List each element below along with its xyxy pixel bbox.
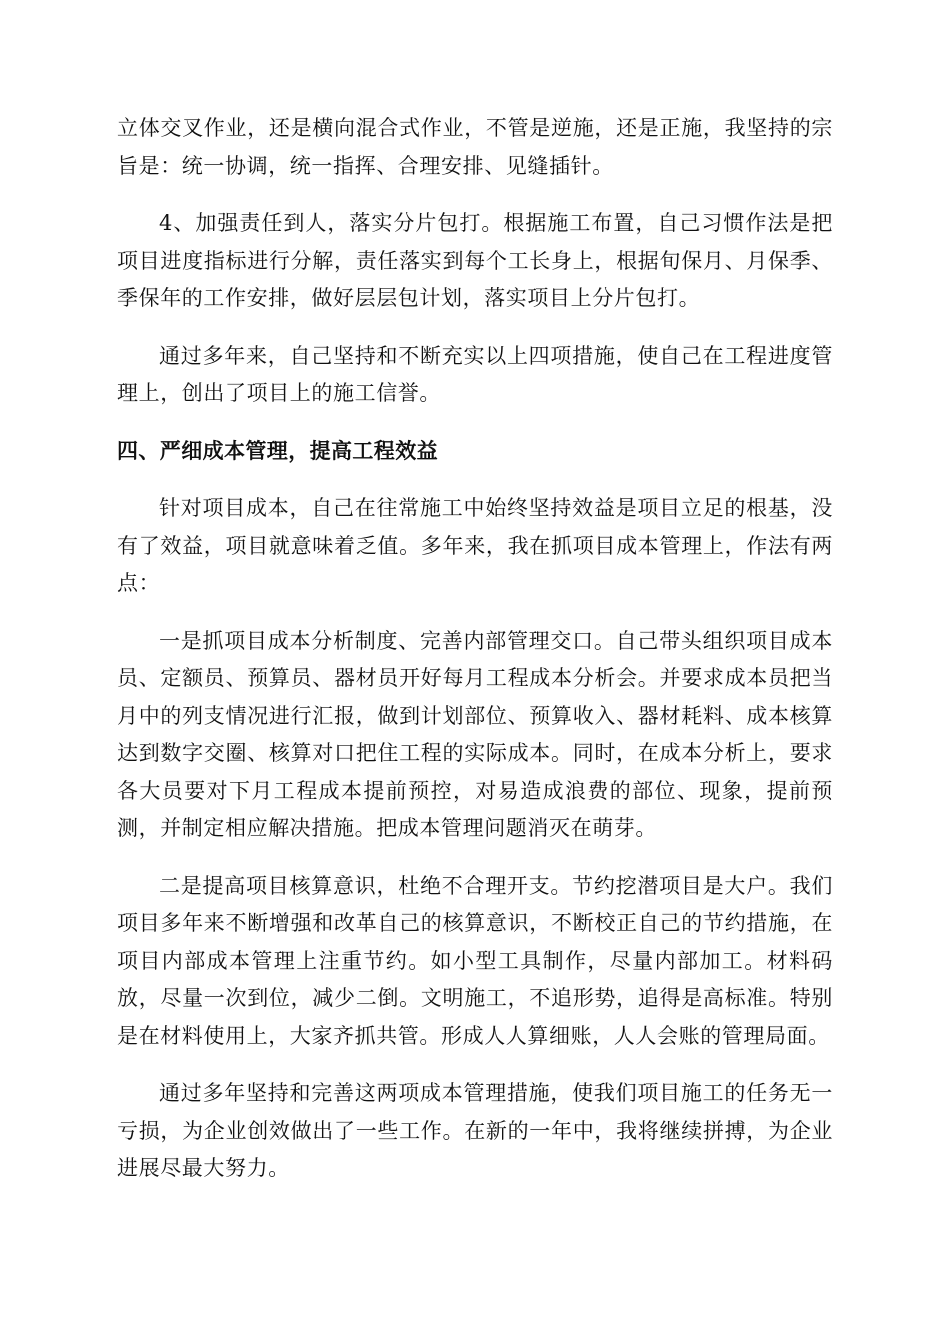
paragraph-cost-intro: 针对项目成本，自己在往常施工中始终坚持效益是项目立足的根基，没有了效益，项目就意味着乏值。多年来，我在抓项目成本管理上，作法有两点： bbox=[117, 496, 833, 595]
paragraph-conclusion: 通过多年坚持和完善这两项成本管理措施，使我们项目施工的任务无一亏损，为企业创效做出了一些工作。在新的一年中，我将继续拼搏，为企业进展尽最大努力。 bbox=[117, 1081, 833, 1180]
paragraph-schedule-summary: 通过多年来，自己坚持和不断充实以上四项措施，使自己在工程进度管理上，创出了项目上的施工信誉。 bbox=[117, 343, 833, 405]
section-heading-cost-management: 四、严细成本管理，提高工程效益 bbox=[117, 438, 438, 463]
paragraph-cost-point-two: 二是提高项目核算意识，杜绝不合理开支。节约挖潜项目是大户。我们项目多年来不断增强和改革自己的核算意识，不断校正自己的节约措施，在项目内部成本管理上注重节约。如小型工具制作，尽量内部加工。材料码放，尽量一次到位，减少二倒。文明施工，不追形势，追得是高标准。特别是在材料使用上，大家齐抓共管。形成人人算细账，人人会账的管理局面。 bbox=[117, 873, 833, 1048]
document-body bbox=[117, 110, 833, 1208]
paragraph-cost-point-one: 一是抓项目成本分析制度、完善内部管理交口。自己带头组织项目成本员、定额员、预算员、器材员开好每月工程成本分析会。并要求成本员把当月中的列支情况进行汇报，做到计划部位、预算收入、器材耗料、成本核算达到数字交圈、核算对口把住工程的实际成本。同时，在成本分析上，要求各大员要对下月工程成本提前预控，对易造成浪费的部位、现象，提前预测，并制定相应解决措施。把成本管理问题消灭在萌芽。 bbox=[117, 628, 833, 840]
paragraph-continuation: 立体交叉作业，还是横向混合式作业，不管是逆施，还是正施，我坚持的宗旨是：统一协调，统一指挥、合理安排、见缝插针。 bbox=[117, 116, 833, 178]
paragraph-item-4: 4、加强责任到人，落实分片包打。根据施工布置，自己习惯作法是把项目进度指标进行分解，责任落实到每个工长身上，根据旬保月、月保季、季保年的工作安排，做好层层包计划，落实项目上分片包打。 bbox=[117, 211, 833, 310]
